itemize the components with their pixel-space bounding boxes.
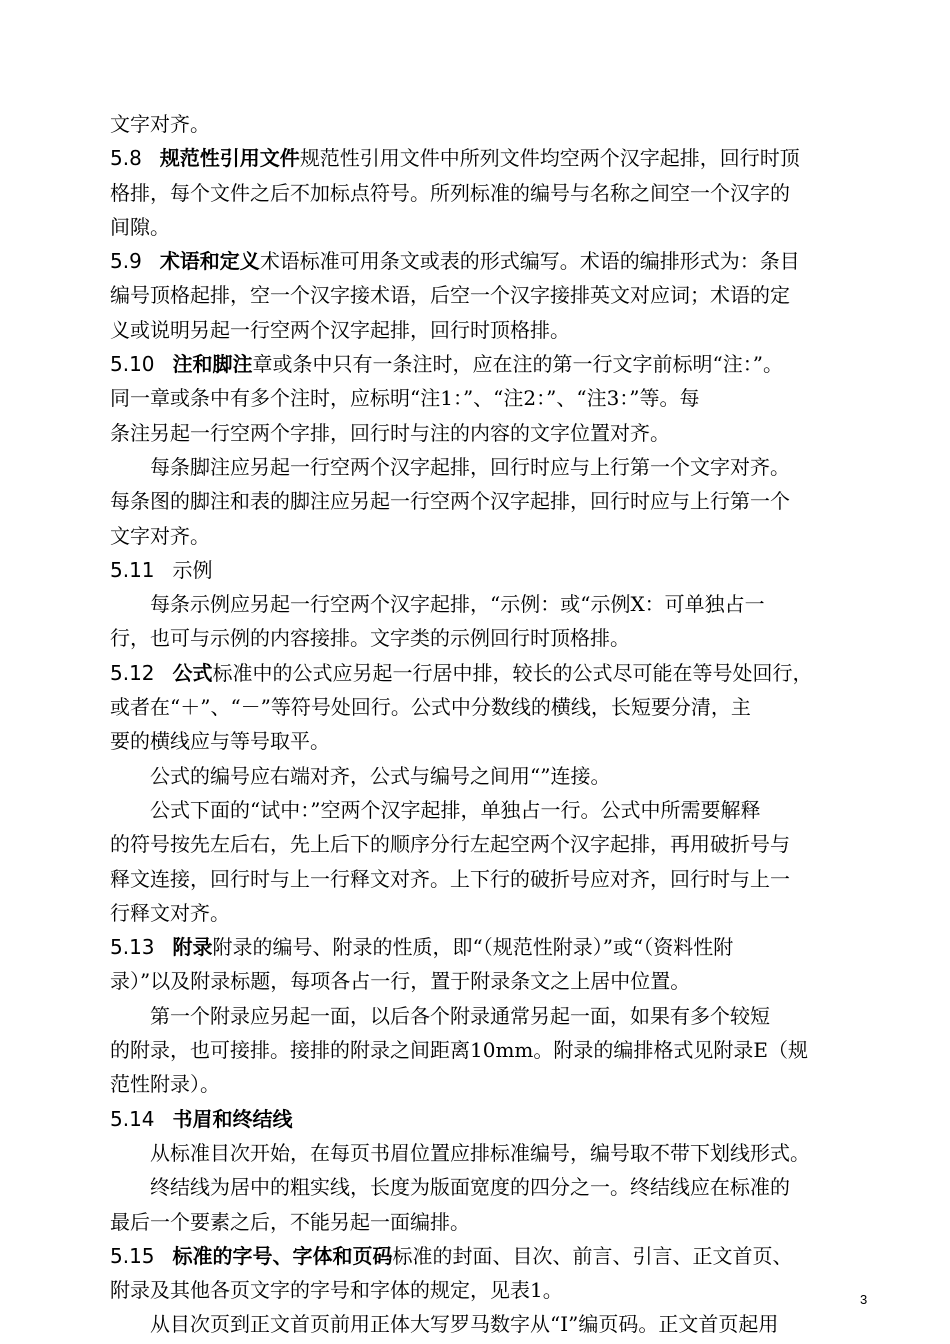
line-text: 从标准目次开始，在每页书眉位置应排标准编号，编号取不带下划线形式。: [150, 1140, 810, 1165]
line-text: 附录及其他各页文字的字号和字体的规定，见表1。: [110, 1278, 563, 1303]
line-text: 录）”以及附录标题，每项各占一行，置于附录条文之上居中位置。: [110, 969, 691, 994]
text-line: [110, 210, 890, 244]
text-line: [110, 930, 890, 964]
line-text: 每条示例应另起一行空两个汉字起排，“示例：或“示例X：可单独占一: [150, 592, 765, 617]
text-line: [110, 244, 890, 278]
section-heading: 术语和定义: [159, 249, 260, 274]
section-heading: 规范性引用文件: [159, 146, 300, 171]
line-text: 终结线为居中的粗实线，长度为版面宽度的四分之一。终结线应在标准的: [150, 1175, 790, 1200]
text-line: [110, 621, 890, 655]
line-text: 同一章或条中有多个注时，应标明“注1：”、“注2：”、“注3：”等。每: [110, 386, 700, 411]
section-heading: 标准的字号、字体和页码: [172, 1243, 393, 1268]
text-line: [110, 759, 890, 793]
section-number: 5.14: [110, 1106, 155, 1131]
line-text: 格排，每个文件之后不加标点符号。所列标准的编号与名称之间空一个汉字的: [110, 180, 790, 205]
line-text: 每条图的脚注和表的脚注应另起一行空两个汉字起排，回行时应与上行第一个: [110, 489, 790, 514]
text-line: [110, 896, 890, 930]
text-line: [110, 176, 890, 210]
text-line: [110, 313, 890, 347]
line-text: 每条脚注应另起一行空两个汉字起排，回行时应与上行第一个文字对齐。: [150, 454, 790, 479]
line-text: 释文连接，回行时与上一行释文对齐。上下行的破折号应对齐，回行时与上一: [110, 866, 790, 891]
text-line: [110, 690, 890, 724]
line-text: 标准的封面、目次、前言、引言、正文首页、: [392, 1243, 793, 1268]
line-text: 规范性引用文件中所列文件均空两个汉字起排，回行时顶: [299, 146, 800, 171]
text-line: [110, 1102, 890, 1136]
text-line: [110, 519, 890, 553]
text-line: [110, 1307, 890, 1341]
section-number: 5.13: [110, 935, 155, 960]
text-line: [110, 1067, 890, 1101]
line-text: 从目次页到正文首页前用正体大写罗马数字从“I”编页码。正文首页起用: [150, 1312, 779, 1337]
text-line: [110, 416, 890, 450]
text-line: [110, 381, 890, 415]
line-text: 条注另起一行空两个字排，回行时与注的内容的文字位置对齐。: [110, 420, 670, 445]
line-text: 文字对齐。: [110, 523, 210, 548]
section-number: 5.10: [110, 352, 155, 377]
text-line: [110, 1033, 890, 1067]
text-line: [110, 1136, 890, 1170]
line-text: 的附录，也可接排。接排的附录之间距离10mm。附录的编排格式见附录E（规: [110, 1038, 808, 1063]
text-line: [110, 107, 890, 141]
document-body: [110, 107, 890, 1342]
line-text: 要的横线应与等号取平。: [110, 729, 330, 754]
section-number: 5.12: [110, 660, 155, 685]
section-heading: 注和脚注: [172, 352, 253, 377]
text-line: [110, 862, 890, 896]
line-text: 公式下面的“试中：”空两个汉字起排，单独占一行。公式中所需要解释: [150, 797, 761, 822]
line-text: 附录的编号、附录的性质，即“（规范性附录）”或“（资料性附: [212, 935, 734, 960]
text-line: [110, 1170, 890, 1204]
text-line: [110, 724, 890, 758]
line-text: 行释文对齐。: [110, 900, 230, 925]
section-number: 5.11: [110, 557, 155, 582]
text-line: [110, 1273, 890, 1307]
text-line: [110, 450, 890, 484]
text-line: [110, 999, 890, 1033]
line-text: 的符号按先左后右，先上后下的顺序分行左起空两个汉字起排，再用破折号与: [110, 832, 790, 857]
line-text: 间隙。: [110, 214, 170, 239]
line-text: 文字对齐。: [110, 112, 210, 136]
text-line: [110, 656, 890, 690]
text-line: [110, 964, 890, 998]
line-text: 范性附录）。: [110, 1072, 220, 1097]
line-text: 术语标准可用条文或表的形式编写。术语的编排形式为：条目: [259, 249, 800, 274]
line-text: 义或说明另起一行空两个汉字起排，回行时顶格排。: [110, 317, 570, 342]
text-line: [110, 1205, 890, 1239]
line-text: 章或条中只有一条注时，应在注的第一行文字前标明“注：”。: [252, 352, 783, 377]
line-text: 标准中的公式应另起一行居中排，较长的公式尽可能在等号处回行，: [212, 660, 813, 685]
text-line: [110, 141, 890, 175]
section-number: 5.8: [110, 146, 142, 171]
section-number: 5.9: [110, 249, 142, 274]
line-text: 或者在“＋”、“－”等符号处回行。公式中分数线的横线，长短要分清，主: [110, 695, 751, 720]
line-text: 编号顶格起排，空一个汉字接术语，后空一个汉字接排英文对应词；术语的定: [110, 283, 790, 308]
section-heading: 书眉和终结线: [172, 1106, 293, 1131]
text-line: [110, 793, 890, 827]
section-heading: 公式: [172, 660, 213, 685]
section-number: 5.15: [110, 1243, 155, 1268]
text-line: [110, 827, 890, 861]
line-text: 公式的编号应右端对齐，公式与编号之间用“”连接。: [150, 763, 611, 788]
text-line: [110, 278, 890, 312]
line-text: 行，也可与示例的内容接排。文字类的示例回行时顶格排。: [110, 626, 630, 651]
text-line: [110, 1239, 890, 1273]
line-text: 第一个附录应另起一面，以后各个附录通常另起一面，如果有多个较短: [150, 1003, 770, 1028]
page-number: 3: [860, 1292, 868, 1307]
section-heading: 附录: [172, 935, 213, 960]
text-line: [110, 587, 890, 621]
text-line: [110, 484, 890, 518]
line-text: 最后一个要素之后，不能另起一面编排。: [110, 1209, 470, 1234]
text-line: [110, 347, 890, 381]
text-line: [110, 553, 890, 587]
line-text: 示例: [172, 557, 213, 582]
